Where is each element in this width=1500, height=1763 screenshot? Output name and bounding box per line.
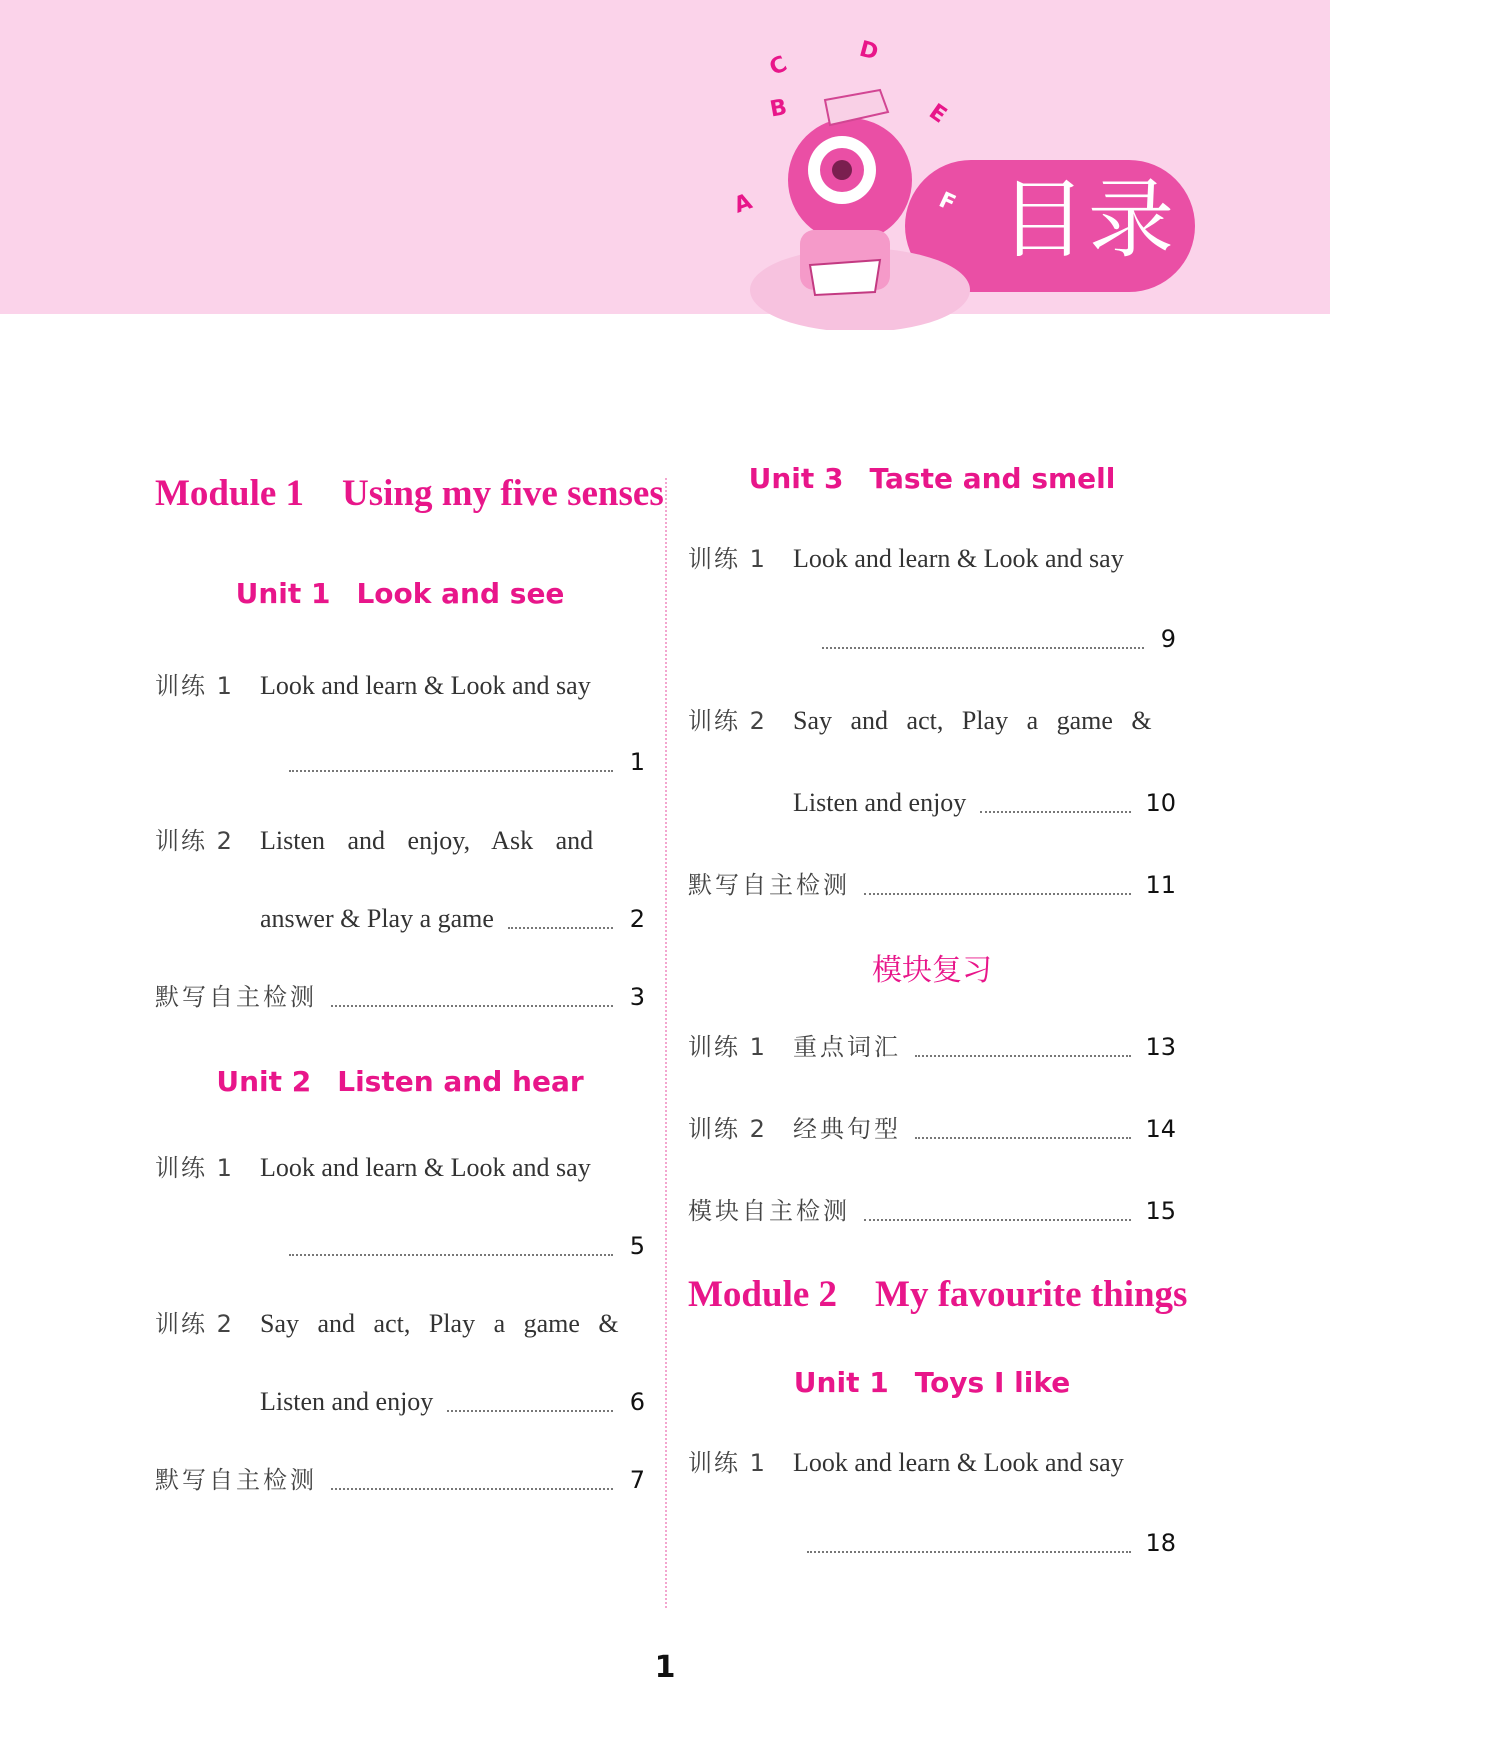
column-divider bbox=[665, 478, 667, 1608]
toc-entry[interactable] bbox=[688, 1193, 1176, 1229]
entry-label: 训练 2 bbox=[155, 1310, 234, 1338]
unit-title: Look and see bbox=[356, 577, 565, 610]
leader-dots bbox=[980, 811, 1131, 813]
page-ref: 9 bbox=[1160, 625, 1176, 653]
module-heading bbox=[688, 1273, 1188, 1316]
toc-entry[interactable] bbox=[688, 1445, 1176, 1561]
page-ref: 13 bbox=[1145, 1033, 1176, 1061]
leader-dots bbox=[331, 1005, 613, 1007]
module-title: My favourite things bbox=[875, 1274, 1188, 1315]
entry-title-cont: answer & Play a game bbox=[260, 904, 494, 933]
toc-entry[interactable] bbox=[688, 1111, 1176, 1147]
unit-title: Toys I like bbox=[914, 1366, 1071, 1399]
unit-heading bbox=[155, 577, 645, 610]
entry-title: Look and learn & Look and say bbox=[793, 544, 1124, 573]
letter-c: C bbox=[765, 51, 792, 82]
unit-title: Taste and smell bbox=[869, 462, 1116, 495]
entry-title: Look and learn & Look and say bbox=[260, 1153, 591, 1182]
unit-title: Listen and hear bbox=[337, 1065, 584, 1098]
entry-label: 训练 2 bbox=[688, 707, 767, 735]
toc-entry[interactable] bbox=[688, 867, 1176, 903]
entry-label: 训练 2 bbox=[688, 1115, 767, 1143]
module-number: Module 1 bbox=[155, 473, 305, 514]
letter-e: E bbox=[924, 99, 952, 129]
page-ref: 18 bbox=[1145, 1529, 1176, 1557]
leader-dots bbox=[289, 770, 613, 772]
entry-label: 训练 1 bbox=[688, 1033, 767, 1061]
module-number: Module 2 bbox=[688, 1274, 838, 1315]
toc-entry[interactable] bbox=[155, 1150, 645, 1264]
unit-number: Unit 3 bbox=[748, 462, 844, 495]
page-ref: 14 bbox=[1145, 1115, 1176, 1143]
entry-title-cont: Listen and enjoy bbox=[260, 1387, 434, 1416]
entry-label: 训练 1 bbox=[155, 672, 234, 700]
leader-dots bbox=[331, 1488, 613, 1490]
page-ref: 5 bbox=[629, 1232, 645, 1260]
module-title: Using my five senses bbox=[342, 473, 664, 514]
leader-dots bbox=[915, 1055, 1131, 1057]
entry-label: 训练 1 bbox=[688, 545, 767, 573]
leader-dots bbox=[289, 1254, 613, 1256]
page-ref: 1 bbox=[629, 748, 645, 776]
letter-f: F bbox=[935, 187, 960, 217]
entry-label: 训练 2 bbox=[155, 827, 234, 855]
letter-b: B bbox=[768, 95, 789, 123]
toc-entry[interactable] bbox=[155, 979, 645, 1015]
unit-number: Unit 1 bbox=[793, 1366, 889, 1399]
toc-left-column bbox=[155, 470, 664, 1498]
page-title: 目录 bbox=[1000, 170, 1176, 270]
leader-dots bbox=[508, 927, 613, 929]
entry-label: 默写自主检测 bbox=[155, 1466, 317, 1494]
unit-number: Unit 1 bbox=[235, 577, 331, 610]
toc-right-column bbox=[688, 462, 1188, 1561]
unit-number: Unit 2 bbox=[216, 1065, 312, 1098]
toc-entry[interactable] bbox=[155, 1306, 645, 1420]
page-ref: 2 bbox=[629, 905, 645, 933]
entry-title: Say and act, Play a game & bbox=[793, 706, 1152, 735]
entry-title: Listen and enjoy, Ask and bbox=[260, 826, 594, 855]
entry-title: Look and learn & Look and say bbox=[260, 671, 591, 700]
page-ref: 7 bbox=[629, 1466, 645, 1494]
leader-dots bbox=[915, 1137, 1131, 1139]
toc-entry[interactable] bbox=[155, 1462, 645, 1498]
toc-entry[interactable] bbox=[155, 823, 645, 937]
page-ref: 11 bbox=[1145, 871, 1176, 899]
toc-entry[interactable] bbox=[688, 541, 1176, 657]
entry-title-cont: Listen and enjoy bbox=[793, 788, 967, 817]
module-heading bbox=[155, 472, 664, 515]
page-ref: 6 bbox=[629, 1388, 645, 1416]
toc-entry[interactable] bbox=[688, 1029, 1176, 1065]
leader-dots bbox=[864, 893, 1131, 895]
unit-heading bbox=[688, 462, 1176, 495]
unit-heading bbox=[155, 1065, 645, 1098]
leader-dots bbox=[447, 1410, 613, 1412]
letter-d: D bbox=[856, 36, 881, 66]
leader-dots bbox=[807, 1551, 1131, 1553]
toc-entry[interactable] bbox=[688, 703, 1176, 821]
entry-label: 模块自主检测 bbox=[688, 1197, 850, 1225]
entry-label: 训练 1 bbox=[155, 1154, 234, 1182]
page-number: 1 bbox=[654, 1650, 676, 1685]
entry-label: 训练 1 bbox=[688, 1449, 767, 1477]
page-ref: 15 bbox=[1145, 1197, 1176, 1225]
leader-dots bbox=[864, 1219, 1131, 1221]
letter-a: A bbox=[730, 189, 756, 219]
unit-heading bbox=[688, 1366, 1176, 1399]
entry-title: Say and act, Play a game & bbox=[260, 1309, 619, 1338]
entry-label: 默写自主检测 bbox=[688, 871, 850, 899]
toc-entry[interactable] bbox=[155, 668, 645, 780]
robot-mascot-illustration bbox=[730, 30, 990, 330]
leader-dots bbox=[822, 647, 1144, 649]
entry-title: 重点词汇 bbox=[793, 1033, 901, 1061]
page-ref: 3 bbox=[629, 983, 645, 1011]
entry-title: Look and learn & Look and say bbox=[793, 1448, 1124, 1477]
entry-title: 经典句型 bbox=[793, 1115, 901, 1143]
module-review-heading: 模块复习 bbox=[872, 953, 992, 988]
entry-label: 默写自主检测 bbox=[155, 983, 317, 1011]
page-ref: 10 bbox=[1145, 789, 1176, 817]
